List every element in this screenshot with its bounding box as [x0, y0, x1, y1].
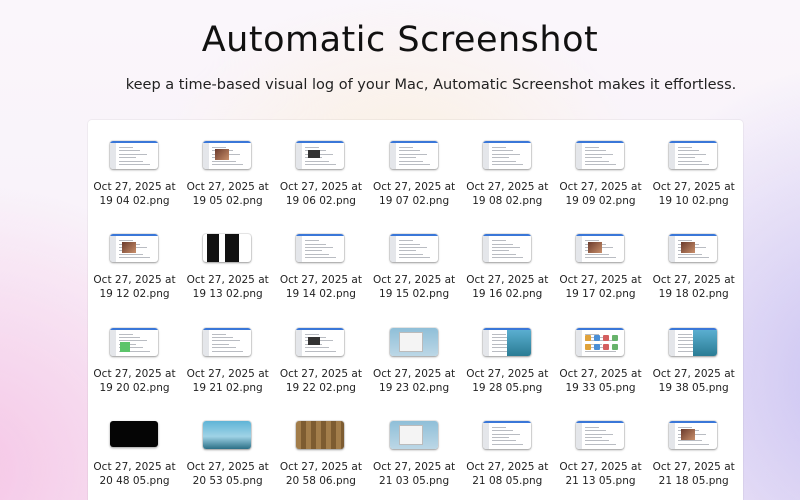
screenshot-thumbnail[interactable]: [390, 141, 438, 169]
page-subtitle: keep a time-based visual log of your Mac, Automatic Screenshot makes it effortless.: [125, 77, 737, 93]
file-name-label: [647, 180, 740, 208]
file-time-line: 21 08 05.png: [472, 474, 543, 487]
file-name-label: [554, 460, 647, 488]
file-date-line: Oct 27, 2025 at: [652, 274, 735, 287]
screenshot-thumbnail[interactable]: [296, 234, 344, 262]
screenshot-thumbnail[interactable]: [203, 328, 251, 356]
file-name-label: [88, 367, 181, 395]
file-date-line: Oct 27, 2025 at: [93, 274, 176, 287]
file-name-label: [461, 180, 554, 208]
file-name-label: [274, 180, 367, 208]
file-name-label: [274, 367, 367, 395]
file-date-line: Oct 27, 2025 at: [559, 460, 642, 473]
file-date-line: Oct 27, 2025 at: [93, 460, 176, 473]
file-date-line: Oct 27, 2025 at: [652, 367, 735, 380]
file-date-line: Oct 27, 2025 at: [373, 460, 456, 473]
file-time-line: 19 06 02.png: [285, 195, 356, 207]
screenshot-thumbnail[interactable]: [110, 141, 158, 169]
file-time-line: 20 48 05.png: [99, 474, 170, 487]
file-time-line: 19 16 02.png: [472, 288, 543, 301]
file-date-line: Oct 27, 2025 at: [652, 460, 735, 473]
file-name-label: [368, 180, 461, 208]
finder-window: [88, 120, 743, 500]
file-time-line: 19 12 02.png: [99, 288, 170, 301]
screenshot-thumbnail[interactable]: [576, 328, 624, 356]
page-title: Automatic Screenshot: [201, 20, 599, 60]
screenshot-thumbnail[interactable]: [483, 234, 531, 262]
screenshot-thumbnail[interactable]: [483, 328, 531, 356]
screenshot-thumbnail[interactable]: [669, 328, 717, 356]
file-name-label: [181, 180, 274, 208]
file-time-line: 19 15 02.png: [379, 288, 450, 301]
file-date-line: Oct 27, 2025 at: [559, 181, 642, 193]
file-name-label: [368, 367, 461, 395]
file-date-line: Oct 27, 2025 at: [652, 181, 735, 193]
file-name-label: [368, 273, 461, 301]
file-name-label: [647, 367, 740, 395]
file-name-label: [88, 273, 181, 301]
file-time-line: 20 53 05.png: [192, 474, 263, 487]
screenshot-thumbnail[interactable]: [110, 328, 158, 356]
file-time-line: 19 22 02.png: [285, 381, 356, 394]
file-date-line: Oct 27, 2025 at: [559, 274, 642, 287]
file-date-line: Oct 27, 2025 at: [279, 274, 362, 287]
file-date-line: Oct 27, 2025 at: [93, 367, 176, 380]
file-time-line: 19 08 02.png: [472, 195, 543, 207]
file-time-line: 19 17 02.png: [565, 288, 636, 301]
file-time-line: 19 38 05.png: [658, 381, 729, 394]
file-time-line: 19 23 02.png: [379, 381, 450, 394]
file-date-line: Oct 27, 2025 at: [186, 181, 269, 193]
screenshot-thumbnail[interactable]: [390, 421, 438, 449]
screenshot-thumbnail[interactable]: [296, 421, 344, 449]
file-name-label: [181, 273, 274, 301]
file-name-label: [274, 460, 367, 488]
file-time-line: 20 58 06.png: [285, 474, 356, 487]
file-date-line: Oct 27, 2025 at: [466, 367, 549, 380]
file-date-line: Oct 27, 2025 at: [373, 274, 456, 287]
screenshot-thumbnail[interactable]: [576, 421, 624, 449]
screenshot-thumbnail[interactable]: [669, 141, 717, 169]
screenshot-thumbnail[interactable]: [390, 328, 438, 356]
file-time-line: 19 20 02.png: [99, 381, 170, 394]
file-time-line: 19 10 02.png: [658, 195, 729, 207]
file-time-line: 19 13 02.png: [192, 288, 263, 301]
screenshot-thumbnail[interactable]: [110, 421, 158, 447]
file-date-line: Oct 27, 2025 at: [373, 181, 456, 193]
screenshot-thumbnail[interactable]: [483, 421, 531, 449]
screenshot-thumbnail[interactable]: [483, 141, 531, 169]
file-name-label: [554, 180, 647, 208]
screenshot-thumbnail[interactable]: [390, 234, 438, 262]
file-name-label: [181, 367, 274, 395]
file-date-line: Oct 27, 2025 at: [373, 367, 456, 380]
screenshot-thumbnail[interactable]: [576, 234, 624, 262]
file-name-label: [461, 460, 554, 488]
file-date-line: Oct 27, 2025 at: [186, 460, 269, 473]
file-time-line: 19 09 02.png: [565, 195, 636, 207]
screenshot-thumbnail[interactable]: [296, 328, 344, 356]
file-date-line: Oct 27, 2025 at: [466, 460, 549, 473]
file-time-line: 19 07 02.png: [379, 195, 450, 207]
screenshot-thumbnail[interactable]: [110, 234, 158, 262]
file-name-label: [461, 273, 554, 301]
screenshot-thumbnail[interactable]: [576, 141, 624, 169]
screenshot-thumbnail[interactable]: [669, 421, 717, 449]
file-date-line: Oct 27, 2025 at: [279, 460, 362, 473]
screenshot-thumbnail[interactable]: [669, 234, 717, 262]
file-time-line: 19 05 02.png: [192, 195, 263, 207]
file-time-line: 19 14 02.png: [285, 288, 356, 301]
file-date-line: Oct 27, 2025 at: [559, 367, 642, 380]
file-date-line: Oct 27, 2025 at: [279, 367, 362, 380]
screenshot-thumbnail[interactable]: [296, 141, 344, 169]
file-name-label: [554, 273, 647, 301]
file-name-label: [368, 460, 461, 488]
file-date-line: Oct 27, 2025 at: [466, 274, 549, 287]
file-time-line: 21 18 05.png: [658, 474, 729, 487]
file-name-label: [461, 367, 554, 395]
file-date-line: Oct 27, 2025 at: [186, 367, 269, 380]
file-name-label: [647, 460, 740, 488]
file-time-line: 19 28 05.png: [472, 381, 543, 394]
screenshot-thumbnail[interactable]: [203, 141, 251, 169]
file-name-label: [274, 273, 367, 301]
file-time-line: 19 33 05.png: [565, 381, 636, 394]
file-date-line: Oct 27, 2025 at: [186, 274, 269, 287]
file-time-line: 19 18 02.png: [658, 288, 729, 301]
file-time-line: 19 04 02.png: [99, 195, 170, 207]
file-name-label: [647, 273, 740, 301]
file-name-label: [88, 180, 181, 208]
file-name-label: [88, 460, 181, 488]
file-time-line: 21 03 05.png: [379, 474, 450, 487]
screenshot-thumbnail[interactable]: [203, 421, 251, 449]
file-time-line: 19 21 02.png: [192, 381, 263, 394]
file-date-line: Oct 27, 2025 at: [93, 181, 176, 193]
file-name-label: [554, 367, 647, 395]
file-date-line: Oct 27, 2025 at: [466, 181, 549, 193]
file-date-line: Oct 27, 2025 at: [279, 181, 362, 193]
file-time-line: 21 13 05.png: [565, 474, 636, 487]
file-name-label: [181, 460, 274, 488]
screenshot-thumbnail[interactable]: [203, 234, 251, 262]
